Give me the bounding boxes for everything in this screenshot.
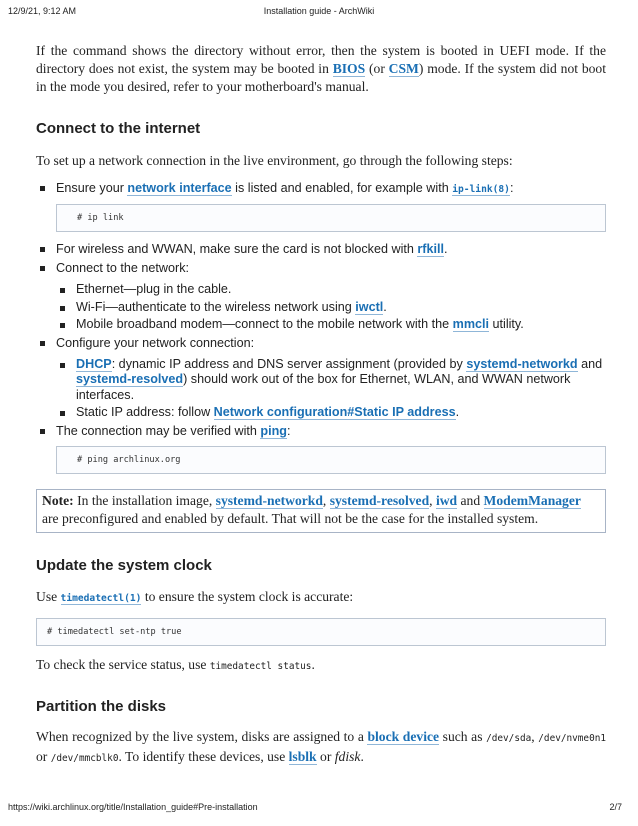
intro-text-1: If the command shows the directory without error, then the system is booted in UEFI mode. If the directory does not exist, the system may be booted in bbox=[36, 43, 606, 76]
item-text: Static IP address: follow bbox=[76, 405, 214, 419]
network-interface-link[interactable]: network interface bbox=[127, 181, 232, 195]
note-text: are preconfigured and enabled by default. That will not be the case for the installed system. bbox=[42, 510, 539, 526]
clock-text: Use bbox=[36, 588, 61, 604]
static-ip-link[interactable]: Network configuration#Static IP address bbox=[213, 405, 456, 419]
rfkill-link[interactable]: rfkill bbox=[417, 242, 444, 256]
note-systemd-networkd-link[interactable]: systemd-networkd bbox=[215, 492, 323, 508]
note-iwd-link[interactable]: iwd bbox=[435, 492, 458, 508]
item-text: Ensure your bbox=[56, 181, 128, 195]
code-block-ip-link: # ip link bbox=[56, 204, 606, 232]
inline-code: /dev/mmcblk0 bbox=[50, 752, 119, 764]
list-item bbox=[36, 423, 606, 474]
ip-link-man-link[interactable]: ip-link(8) bbox=[452, 184, 510, 195]
partition-text: or bbox=[316, 748, 335, 764]
fdisk-text: fdisk bbox=[334, 748, 361, 764]
connect-steps-list bbox=[36, 180, 606, 474]
connect-network-sublist bbox=[56, 282, 606, 333]
note-text: and bbox=[457, 492, 484, 508]
print-page-title: Installation guide - ArchWiki bbox=[263, 6, 375, 16]
item-text: . bbox=[383, 299, 387, 314]
csm-link[interactable]: CSM bbox=[388, 61, 419, 76]
inline-code: /dev/nvme0n1 bbox=[538, 732, 607, 744]
item-text: The connection may be verified with bbox=[56, 423, 261, 438]
item-text: : bbox=[286, 423, 291, 438]
item-text: utility. bbox=[489, 317, 524, 331]
item-text: and bbox=[577, 356, 603, 371]
dhcp-link[interactable]: DHCP bbox=[76, 356, 112, 371]
list-item bbox=[56, 300, 606, 316]
list-item bbox=[56, 357, 606, 404]
systemd-resolved-link[interactable]: systemd-resolved bbox=[76, 372, 184, 386]
item-text: : bbox=[509, 181, 514, 195]
clock-status-paragraph bbox=[36, 656, 606, 676]
intro-text-3: ) mode. If the system did not boot in the mode you desired, refer to your motherboard's manual. bbox=[36, 61, 606, 94]
item-text: For wireless and WWAN, make sure the card is not blocked with bbox=[56, 242, 418, 256]
list-item bbox=[36, 241, 606, 257]
inline-code: /dev/sda bbox=[486, 732, 532, 744]
partition-paragraph bbox=[36, 728, 606, 768]
item-text: . bbox=[455, 405, 460, 419]
partition-text: . To identify these devices, use bbox=[118, 748, 289, 764]
partition-text: such as bbox=[439, 728, 487, 744]
lsblk-link[interactable]: lsblk bbox=[288, 748, 317, 764]
heading-update-clock: Update the system clock bbox=[36, 556, 212, 574]
configure-network-sublist bbox=[56, 357, 606, 421]
item-text: Wi-Fi—authenticate to the wireless network using bbox=[76, 299, 356, 314]
note-label: Note: bbox=[42, 492, 74, 508]
list-item: Ethernet—plug in the cable. bbox=[56, 282, 606, 298]
intro-paragraph bbox=[36, 42, 606, 96]
clock-text: to ensure the system clock is accurate: bbox=[141, 588, 354, 604]
heading-partition-disks: Partition the disks bbox=[36, 697, 167, 715]
iwctl-link[interactable]: iwctl bbox=[355, 299, 384, 314]
item-text: is listed and enabled, for example with bbox=[231, 181, 453, 195]
article-content bbox=[36, 42, 606, 768]
mmcli-link[interactable]: mmcli bbox=[452, 317, 490, 331]
inline-code: timedatectl status bbox=[209, 660, 312, 672]
clock-paragraph bbox=[36, 588, 606, 608]
connect-intro: To set up a network connection in the live environment, go through the following steps: bbox=[36, 153, 513, 168]
print-datetime: 12/9/21, 9:12 AM bbox=[8, 6, 77, 16]
clock-text: To check the service status, use bbox=[36, 656, 210, 672]
partition-text: . bbox=[360, 748, 364, 764]
heading-connect-internet: Connect to the internet bbox=[36, 120, 201, 137]
note-text: In the installation image, bbox=[73, 492, 216, 508]
partition-text: , bbox=[531, 728, 539, 744]
item-text: Connect to the network: bbox=[56, 261, 190, 275]
partition-text: or bbox=[36, 748, 51, 764]
note-text: , bbox=[429, 492, 436, 508]
note-systemd-resolved-link[interactable]: systemd-resolved bbox=[329, 492, 430, 508]
list-item bbox=[36, 180, 606, 241]
item-text: . bbox=[444, 242, 448, 256]
code-block-ping: # ping archlinux.org bbox=[56, 446, 606, 474]
ping-link[interactable]: ping bbox=[260, 423, 287, 438]
list-item bbox=[56, 317, 606, 333]
note-box bbox=[36, 489, 606, 533]
clock-text: . bbox=[311, 656, 315, 672]
list-item bbox=[36, 335, 606, 421]
code-block-timedatectl: # timedatectl set-ntp true bbox=[36, 618, 606, 646]
print-url: https://wiki.archlinux.org/title/Installation_guide#Pre-installation bbox=[8, 802, 258, 812]
bios-link[interactable]: BIOS bbox=[332, 61, 366, 76]
item-text: : dynamic IP address and DNS server assignment (provided by bbox=[111, 356, 467, 371]
block-device-link[interactable]: block device bbox=[367, 728, 440, 744]
intro-text-2: (or bbox=[365, 61, 389, 76]
note-text: , bbox=[322, 492, 330, 508]
list-item bbox=[56, 405, 606, 421]
systemd-networkd-link[interactable]: systemd-networkd bbox=[466, 356, 578, 371]
partition-text: When recognized by the live system, disks are assigned to a bbox=[36, 728, 368, 744]
item-text: Configure your network connection: bbox=[56, 335, 255, 350]
list-item bbox=[36, 260, 606, 333]
item-text: Mobile broadband modem—connect to the mobile network with the bbox=[76, 317, 453, 331]
print-page-number: 2/7 bbox=[609, 802, 622, 812]
timedatectl-man-link[interactable]: timedatectl(1) bbox=[60, 592, 142, 604]
item-text: ) should work out of the box for Ethernet, WLAN, and WWAN network interfaces. bbox=[76, 372, 571, 402]
note-modemmanager-link[interactable]: ModemManager bbox=[483, 492, 581, 508]
